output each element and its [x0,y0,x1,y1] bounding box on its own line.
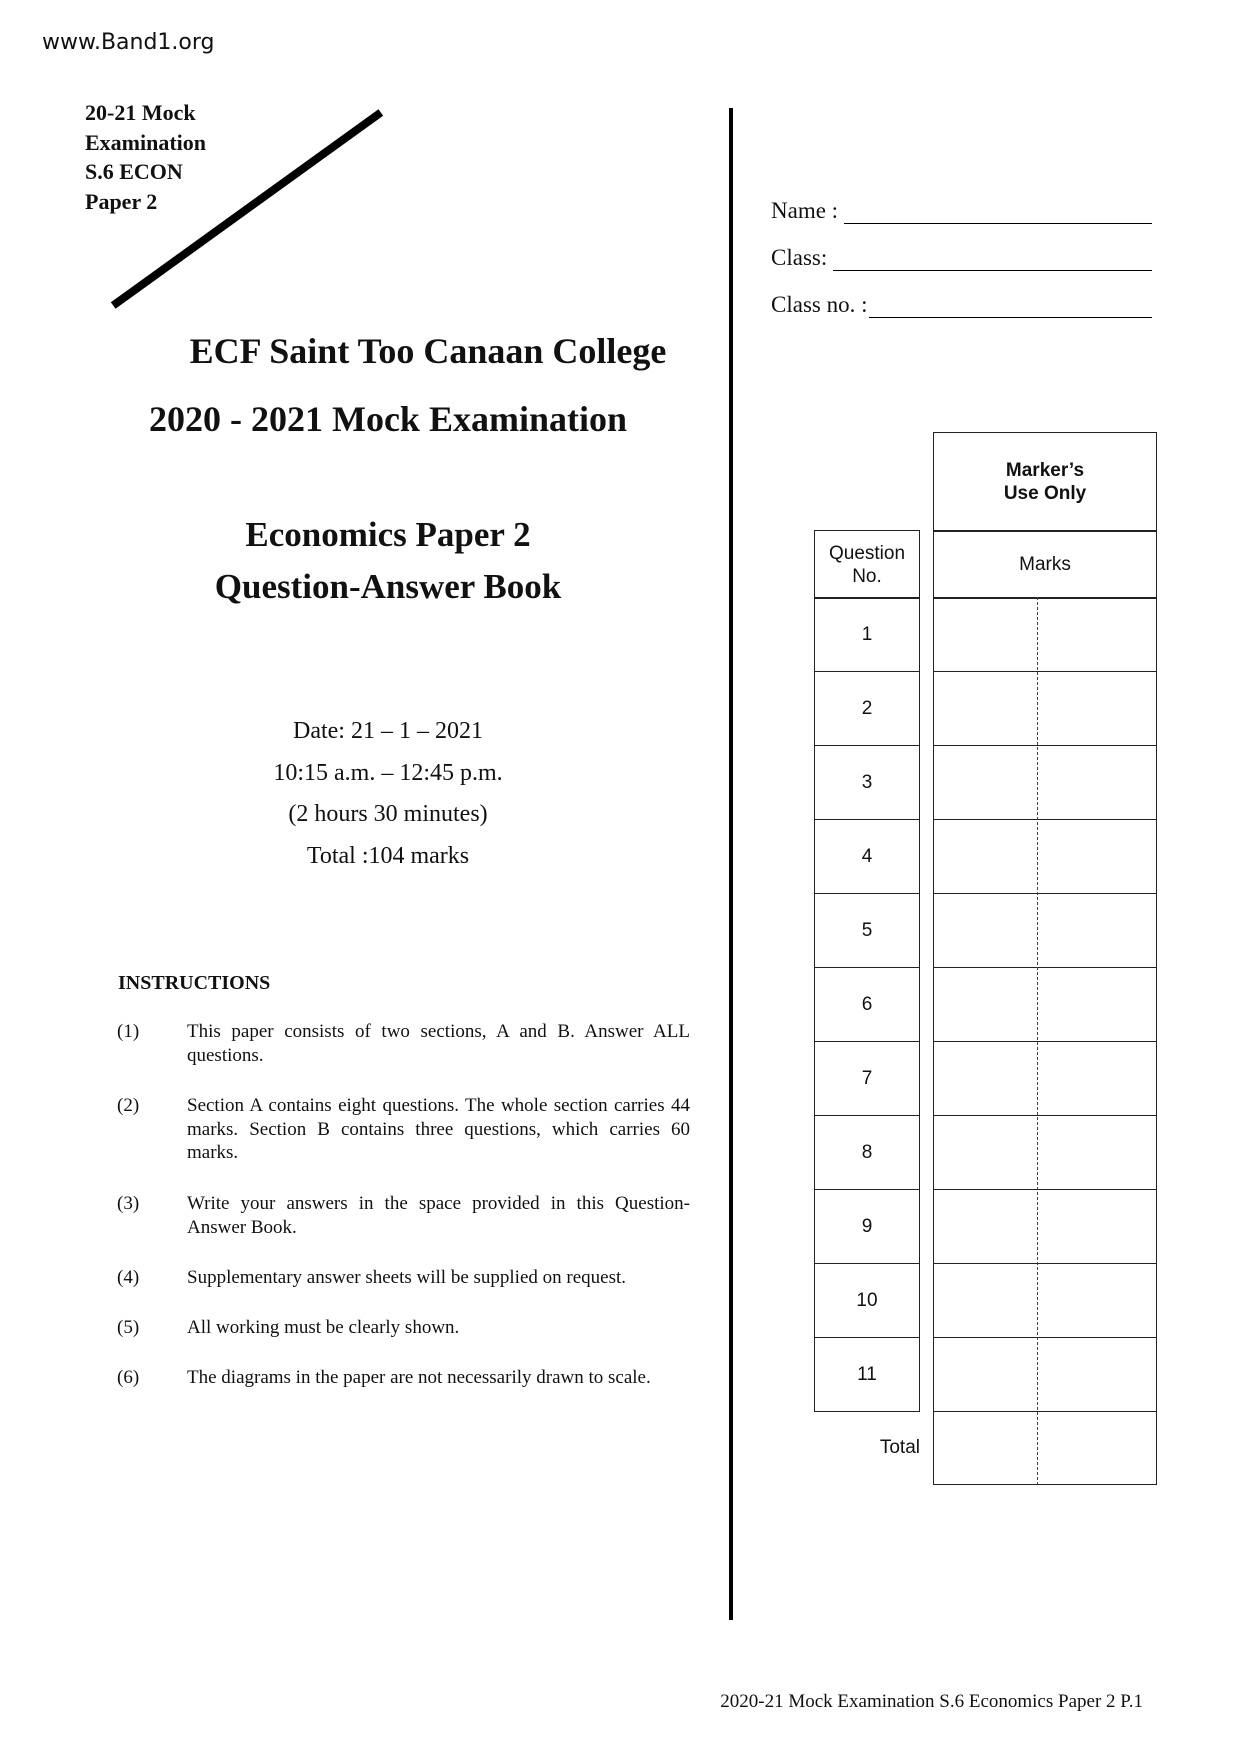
marks-cell[interactable] [933,1189,1157,1264]
question-number-cell: 9 [814,1189,920,1264]
class-no-label: Class no. : [771,292,868,317]
marks-cell[interactable] [933,1263,1157,1338]
instruction-item [117,1366,690,1390]
corner-label [85,98,206,216]
question-number-cell: 2 [814,671,920,746]
name-label: Name : [771,198,839,223]
exam-title: 2020 - 2021 Mock Examination [148,399,627,439]
instruction-text: Supplementary answer sheets will be supplied on request. [187,1267,627,1288]
instruction-text: This paper consists of two sections, A and B. Answer ALL questions. [187,1021,690,1066]
exam-date: Date: 21 – 1 – 2021 [293,718,483,744]
book-title: Question-Answer Book [214,567,562,606]
marks-cell[interactable] [933,597,1157,672]
markers-use-header [933,432,1157,532]
question-no-label: Question No. [828,542,906,587]
instruction-text: Write your answers in the space provided in this Question-Answer Book. [187,1193,690,1238]
instruction-item [117,1266,690,1290]
marks-header: Marks [933,530,1157,599]
instructions-heading: INSTRUCTIONS [118,972,271,994]
instruction-text: The diagrams in the paper are not necessarily drawn to scale. [187,1367,651,1388]
question-number-cell: 5 [814,893,920,968]
instruction-number: (1) [117,1021,140,1042]
instruction-item [117,1020,690,1067]
question-number-cell: 1 [814,597,920,672]
corner-line: Paper 2 [85,188,158,214]
total-label: Total [879,1437,920,1458]
watermark: www.Band1.org [42,30,215,55]
marks-cell[interactable] [933,1337,1157,1412]
instruction-number: (6) [117,1367,140,1388]
marks-divider-dashed [1037,597,1038,1485]
subject-title: Economics Paper 2 [245,515,531,554]
marks-cell[interactable] [933,671,1157,746]
exam-duration: (2 hours 30 minutes) [288,801,488,827]
class-no-field[interactable] [771,292,1152,318]
instruction-number: (5) [117,1317,140,1338]
name-input-line[interactable] [844,203,1152,224]
class-label: Class: [771,245,828,270]
instruction-number: (3) [117,1193,140,1214]
instruction-text: All working must be clearly shown. [187,1317,460,1338]
instruction-item [117,1316,690,1340]
question-no-header [814,530,920,599]
name-field[interactable] [771,198,1152,224]
class-no-input-line[interactable] [869,297,1152,318]
question-number-cell: 10 [814,1263,920,1338]
question-number-cell: 4 [814,819,920,894]
school-name: ECF Saint Too Canaan College [189,331,667,371]
instruction-number: (4) [117,1267,140,1288]
exam-total-marks: Total :104 marks [306,843,470,869]
class-input-line[interactable] [833,250,1152,271]
exam-time: 10:15 a.m. – 12:45 p.m. [273,760,503,786]
corner-line: S.6 ECON [85,159,183,184]
marks-cell[interactable] [933,745,1157,820]
corner-line: Examination [85,129,207,155]
marks-cell[interactable] [933,967,1157,1042]
question-number-cell: 8 [814,1115,920,1190]
question-number-cell: 6 [814,967,920,1042]
question-number-cell: 7 [814,1041,920,1116]
corner-line: 20-21 Mock [85,100,196,125]
instruction-item [117,1192,690,1239]
instruction-text: Section A contains eight questions. The whole section carries 44 marks. Section B contains three questions, which carries 60 marks. [187,1095,690,1163]
marks-cell[interactable] [933,1115,1157,1190]
page-footer: 2020-21 Mock Examination S.6 Economics Paper 2 P.1 [720,1691,1143,1712]
total-marks-cell[interactable] [933,1411,1157,1485]
question-number-cell: 11 [814,1337,920,1412]
markers-use-label: Marker’s Use Only [1003,460,1087,504]
marks-cell[interactable] [933,819,1157,894]
class-field[interactable] [771,245,1152,271]
marks-cell[interactable] [933,1041,1157,1116]
instruction-item [117,1094,690,1165]
marks-cell[interactable] [933,893,1157,968]
instruction-number: (2) [117,1095,140,1116]
question-number-cell: 3 [814,745,920,820]
